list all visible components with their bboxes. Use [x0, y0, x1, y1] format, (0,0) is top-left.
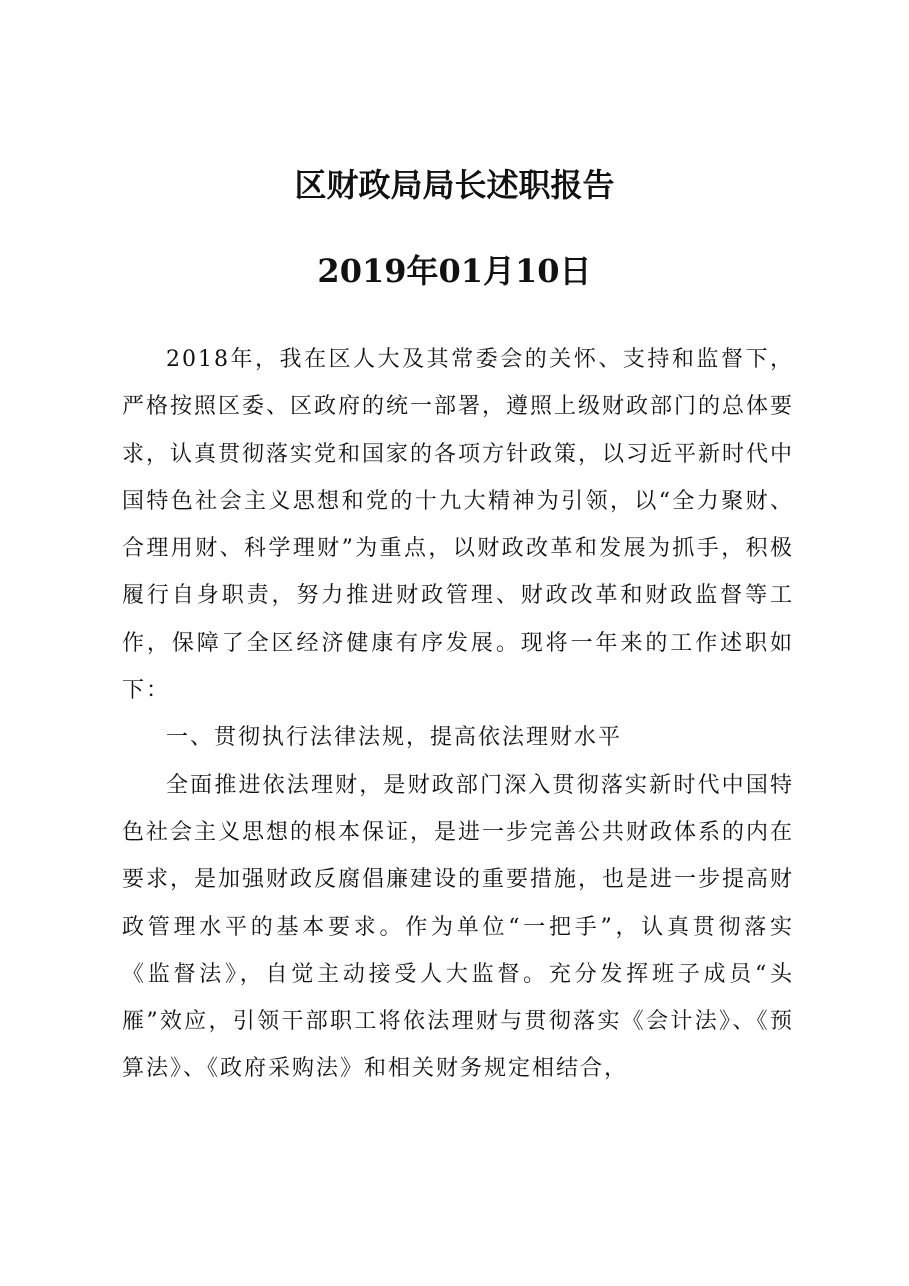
- section-heading: 一、贯彻执行法律法规，提高依法理财水平: [166, 725, 623, 751]
- page-title: 区财政局局长述职报告: [294, 166, 615, 204]
- document-body: [122, 336, 794, 1093]
- body-paragraph: 全面推进依法理财，是财政部门深入贯彻落实新时代中国特色社会主义思想的根本保证，是进一步完善公共财政体系的内在要求，是加强财政反腐倡廉建设的重要措施，也是进一步提高财政管理水平的基本要求。作为单位“一把手”，认真贯彻落实《监督法》，自觉主动接受人大监督。充分发挥班子成员“头雁”效应，引领干部职工将依法理财与贯彻落实《会计法》、《预算法》、《政府采购法》和相关财务规定相结合，: [122, 772, 795, 1082]
- report-date: 2019年01月10日: [317, 252, 592, 290]
- intro-paragraph: 2018年，我在区人大及其常委会的关怀、支持和监督下，严格按照区委、区政府的统一部署，遵照上级财政部门的总体要求，认真贯彻落实党和国家的各项方针政策，以习近平新时代中国特色社会主义思想和党的十九大精神为引领，以“全力聚财、合理用财、科学理财”为重点，以财政改革和发展为抓手，积极履行自身职责，努力推进财政管理、财政改革和财政监督等工作，保障了全区经济健康有序发展。现将一年来的工作述职如下：: [122, 347, 795, 704]
